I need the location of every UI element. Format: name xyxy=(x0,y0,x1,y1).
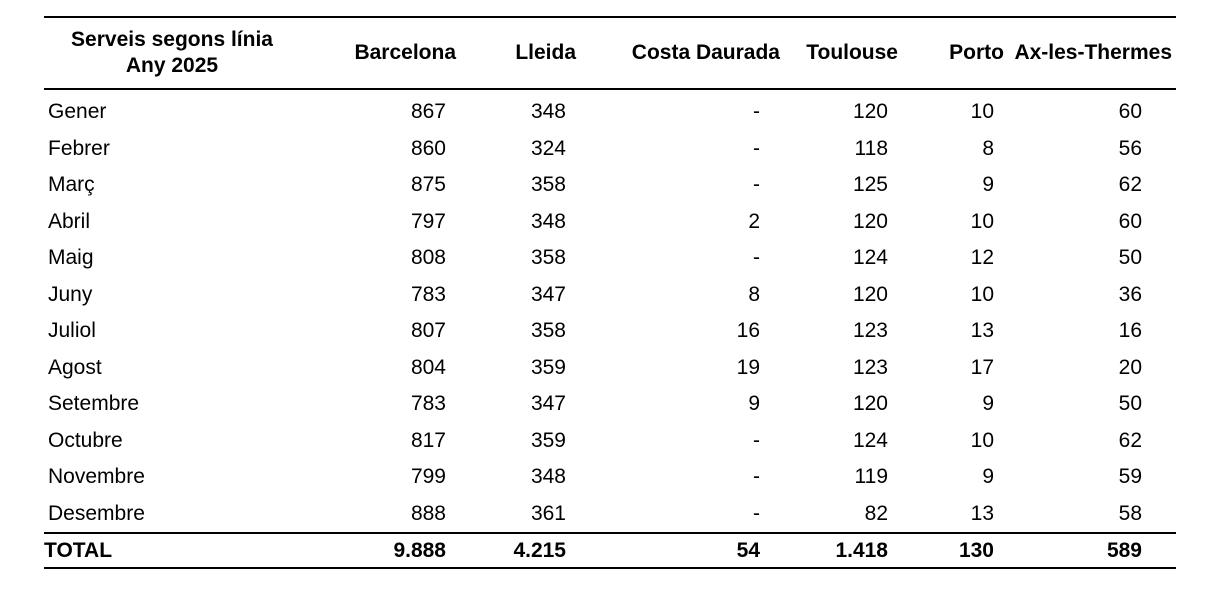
cell-value: 2 xyxy=(748,209,760,233)
cell-value: 817 xyxy=(410,428,446,452)
cell-value: 62 xyxy=(1118,428,1142,452)
cell-value: 9 xyxy=(982,465,994,489)
table-title-line2: Any 2025 xyxy=(125,54,219,77)
cell-value: 10 xyxy=(970,282,994,306)
cell-value: - xyxy=(753,465,760,489)
cell-value: 358 xyxy=(530,173,566,197)
cell-value: 118 xyxy=(854,136,888,160)
cell-value: 59 xyxy=(1118,465,1142,489)
cell-value: 808 xyxy=(410,246,446,270)
cell-value: 13 xyxy=(970,319,994,343)
total-value: 130 xyxy=(958,538,994,562)
table-row xyxy=(44,459,1176,496)
cell-value: - xyxy=(753,501,760,525)
cell-value: 124 xyxy=(852,246,888,270)
table-title-line1: Serveis segons línia xyxy=(71,28,273,51)
cell-value: 8 xyxy=(982,136,994,160)
cell-value: - xyxy=(753,136,760,160)
cell-value: 9 xyxy=(982,392,994,416)
cell-value: 13 xyxy=(970,501,994,525)
table-row xyxy=(44,240,1176,277)
cell-value: 56 xyxy=(1118,136,1142,160)
month-label: Febrer xyxy=(48,136,110,160)
cell-value: 10 xyxy=(970,428,994,452)
cell-value: 804 xyxy=(410,355,446,379)
cell-value: 358 xyxy=(530,246,566,270)
month-label: Març xyxy=(48,173,95,197)
cell-value: 16 xyxy=(1118,319,1142,343)
cell-value: 82 xyxy=(864,501,888,525)
cell-value: 50 xyxy=(1118,246,1142,270)
cell-value: 123 xyxy=(852,355,888,379)
month-label: Juliol xyxy=(48,319,96,343)
services-by-line-table xyxy=(44,16,1176,569)
cell-value: - xyxy=(753,246,760,270)
cell-value: 60 xyxy=(1118,209,1142,233)
cell-value: 36 xyxy=(1118,282,1142,306)
table-row xyxy=(44,89,1176,131)
cell-value: 12 xyxy=(970,246,994,270)
cell-value: 797 xyxy=(410,209,446,233)
cell-value: 120 xyxy=(852,100,888,124)
cell-value: 348 xyxy=(530,465,566,489)
cell-value: 888 xyxy=(410,501,446,525)
cell-value: 19 xyxy=(736,355,760,379)
table-title-cell xyxy=(44,17,300,89)
cell-value: 359 xyxy=(530,428,566,452)
cell-value: 875 xyxy=(410,173,446,197)
cell-value: - xyxy=(753,100,760,124)
cell-value: 783 xyxy=(410,392,446,416)
total-value: 589 xyxy=(1106,538,1142,562)
cell-value: 120 xyxy=(852,209,888,233)
total-value: 4.215 xyxy=(513,538,566,562)
total-value: 1.418 xyxy=(835,538,888,562)
cell-value: 807 xyxy=(410,319,446,343)
total-row xyxy=(44,533,1176,568)
month-label: Desembre xyxy=(48,501,145,525)
cell-value: 124 xyxy=(852,428,888,452)
cell-value: 347 xyxy=(530,392,566,416)
total-value: 54 xyxy=(736,538,760,562)
cell-value: 359 xyxy=(530,355,566,379)
cell-value: 62 xyxy=(1118,173,1142,197)
services-table-container xyxy=(44,16,1176,569)
cell-value: 783 xyxy=(410,282,446,306)
cell-value: - xyxy=(753,428,760,452)
month-label: Setembre xyxy=(48,392,140,416)
cell-value: 348 xyxy=(530,209,566,233)
cell-value: 16 xyxy=(736,319,760,343)
cell-value: - xyxy=(753,173,760,197)
table-row xyxy=(44,496,1176,534)
month-label: Octubre xyxy=(48,428,123,452)
table-header-row xyxy=(44,17,1176,89)
table-row xyxy=(44,204,1176,241)
column-header-costa-daurada: Costa Daurada xyxy=(631,41,780,64)
cell-value: 9 xyxy=(982,173,994,197)
cell-value: 120 xyxy=(852,392,888,416)
table-row xyxy=(44,423,1176,460)
total-label: TOTAL xyxy=(44,538,113,562)
month-label: Agost xyxy=(48,355,102,379)
table-row xyxy=(44,277,1176,314)
table-row xyxy=(44,313,1176,350)
table-row xyxy=(44,386,1176,423)
column-header-toulouse: Toulouse xyxy=(806,41,898,64)
cell-value: 9 xyxy=(748,392,760,416)
total-value: 9.888 xyxy=(393,538,446,562)
cell-value: 347 xyxy=(530,282,566,306)
month-label: Maig xyxy=(48,246,94,270)
cell-value: 358 xyxy=(530,319,566,343)
column-header-ax-les-thermes: Ax-les-Thermes xyxy=(1014,41,1172,64)
cell-value: 8 xyxy=(748,282,760,306)
cell-value: 120 xyxy=(852,282,888,306)
table-body xyxy=(44,89,1176,533)
cell-value: 125 xyxy=(852,173,888,197)
table-row xyxy=(44,350,1176,387)
cell-value: 860 xyxy=(410,136,446,160)
cell-value: 123 xyxy=(852,319,888,343)
cell-value: 119 xyxy=(854,465,888,489)
cell-value: 799 xyxy=(410,465,446,489)
column-header-barcelona: Barcelona xyxy=(354,41,456,64)
month-label: Juny xyxy=(48,282,93,306)
cell-value: 867 xyxy=(410,100,446,124)
cell-value: 20 xyxy=(1118,355,1142,379)
cell-value: 324 xyxy=(530,136,566,160)
cell-value: 50 xyxy=(1118,392,1142,416)
cell-value: 10 xyxy=(970,209,994,233)
cell-value: 10 xyxy=(970,100,994,124)
cell-value: 361 xyxy=(530,501,566,525)
cell-value: 348 xyxy=(530,100,566,124)
column-header-porto: Porto xyxy=(949,41,1004,64)
cell-value: 17 xyxy=(970,355,994,379)
column-header-lleida: Lleida xyxy=(515,41,576,64)
cell-value: 60 xyxy=(1118,100,1142,124)
month-label: Gener xyxy=(48,100,107,124)
table-row xyxy=(44,167,1176,204)
month-label: Novembre xyxy=(48,465,145,489)
month-label: Abril xyxy=(48,209,91,233)
table-row xyxy=(44,131,1176,168)
cell-value: 58 xyxy=(1118,501,1142,525)
